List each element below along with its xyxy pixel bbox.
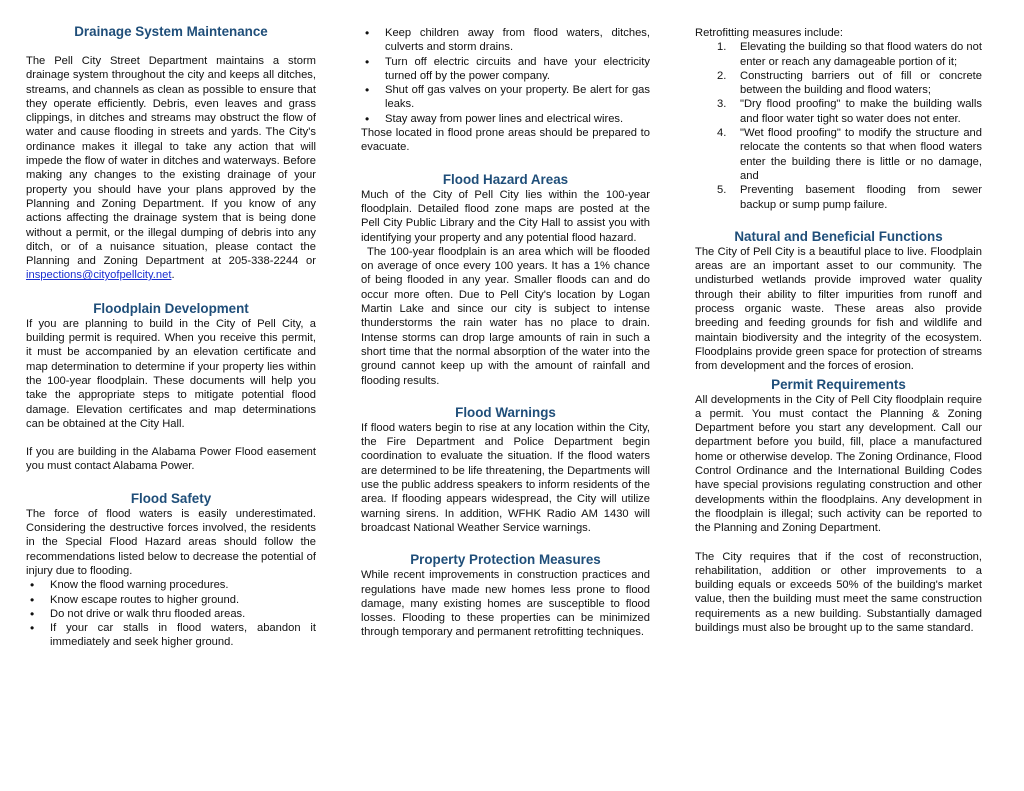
drainage-heading: Drainage System Maintenance: [74, 24, 268, 39]
list-text: "Dry flood proofing" to make the building walls and floor water tight so water does not enter.: [740, 98, 982, 125]
natural-functions-paragraph: The City of Pell City is a beautiful place to live. Floodplain areas are an important asset to our community. The undisturbed wetlands provide improved water quality through their ability to filter impurities from runoff and process organic waste. These areas also provide breeding and feeding grounds for fish and wildlife and maintain biodiversity and the integrity of the ecosystem. Floodplains provide green space for protection of streams from development and the forces of erosion.: [695, 245, 982, 373]
list-item: [695, 69, 982, 98]
drainage-paragraph: [26, 54, 316, 283]
list-item: [695, 183, 982, 212]
property-protection-paragraph: While recent improvements in construction practices and regulations have made new homes less prone to flood damage, many existing homes are susceptible to flood losses. Flooding to these properties can be minimized through temporary and permanent retrofitting techniques.: [361, 569, 650, 639]
list-number: 3.: [717, 98, 727, 111]
drainage-body-end: .: [171, 269, 175, 282]
list-item: • Know escape routes to higher ground.: [26, 593, 316, 607]
list-number: 5.: [717, 184, 727, 197]
list-number: 1.: [717, 41, 727, 54]
flood-safety-list-b: [361, 26, 650, 126]
list-item: [695, 40, 982, 69]
flood-warnings-paragraph: If flood waters begin to rise at any location within the City, the Fire Department and Police Department begin coordination to evaluate the situation. If the flood waters are determined to be life threatening, the Departments will use the public address speakers to inform residents of the area. If flooding appears widespread, the City will utilize warning sirens. In addition, WFHK Radio AM 1430 will broadcast National Weather Service warnings.: [361, 421, 650, 534]
flood-safety-list-a: [26, 578, 316, 649]
floodplain-development-paragraph-2: If you are building in the Alabama Power Flood easement you must contact Alabama Power.: [26, 446, 316, 473]
flood-hazard-heading: Flood Hazard Areas: [442, 171, 569, 187]
list-item: • Keep children away from flood waters, ditches, culverts and storm drains.: [361, 26, 650, 55]
flood-safety-intro: The force of flood waters is easily underestimated. Considering the destructive forces involved, the residents in the Special Flood Hazard areas should follow the recommendations listed below to decrease the potential of injury due to flooding.: [26, 507, 316, 577]
email-link[interactable]: inspections@cityofpellcity.net: [26, 269, 172, 282]
list-item: • If your car stalls in flood waters, abandon it immediately and seek higher ground.: [26, 621, 316, 650]
list-item: • Shut off gas valves on your property. Be alert for gas leaks.: [361, 83, 650, 112]
list-text: Preventing basement flooding from sewer backup or sump pump failure.: [740, 184, 982, 211]
flood-warnings-heading: Flood Warnings: [455, 404, 556, 420]
permit-requirements-paragraph-1: All developments in the City of Pell City floodplain require a permit. You must contact the Planning & Zoning Department before you start any development. Call our department before you build, fill, place a manufactured home or otherwise develop. The Zoning Ordinance, Flood Control Ordinance and the International Building Codes have special provisions regulating construction and other developments within the floodplains. Any development in the floodplain is illegal; such activity can be reported to the Planning and Zoning Department.: [695, 393, 982, 535]
list-number: 4.: [717, 127, 727, 140]
floodplain-development-paragraph-1: If you are planning to build in the City of Pell City, a building permit is required. When you receive this permit, it must be accompanied by an elevation certificate and map determination to determine if your property lies within the 100-year floodplain. These documents will help you take the appropriate steps to mitigate potential flood damage. Elevation certificates and map determinations can be obtained at the City Hall.: [26, 317, 316, 430]
column-right: [695, 26, 982, 635]
list-number: 2.: [717, 69, 727, 82]
list-text: "Wet flood proofing" to modify the structure and relocate the contents so that when flood waters enter the building there is little or no damage, and: [740, 127, 982, 182]
flood-hazard-paragraph-1: Much of the City of Pell City lies within the 100-year floodplain. Detailed flood zone maps are posted at the Pell City Public Library and the City Hall to assist you with identifying your property and any potential flood hazard.: [361, 188, 650, 244]
list-item: [695, 126, 982, 183]
list-item: • Know the flood warning procedures.: [26, 578, 316, 592]
permit-requirements-heading: Permit Requirements: [771, 376, 906, 392]
list-text: Constructing barriers out of fill or concrete between the building and flood waters;: [740, 69, 982, 97]
list-item: • Stay away from power lines and electrical wires.: [361, 112, 650, 126]
column-middle: [361, 26, 650, 640]
flood-safety-heading: Flood Safety: [130, 490, 212, 506]
list-text: Elevating the building so that flood waters do not enter or reach any damageable portion of it;: [740, 41, 982, 68]
permit-requirements-paragraph-2: The City requires that if the cost of reconstruction, rehabilitation, addition or other improvements to a building equals or exceeds 50% of the building's market value, then the building must meet the same construction requirements as a new building. Substantially damaged buildings must also be brought up to the same standard.: [695, 550, 982, 634]
retrofitting-intro: Retrofitting measures include:: [695, 27, 843, 39]
list-item: [695, 97, 982, 126]
flood-safety-closing: Those located in flood prone areas should be prepared to evacuate.: [361, 127, 650, 154]
property-protection-heading: Property Protection Measures: [410, 552, 601, 568]
list-item: • Turn off electric circuits and have your electricity turned off by the power company.: [361, 55, 650, 84]
column-left: [26, 24, 316, 650]
list-item: • Do not drive or walk thru flooded areas.: [26, 607, 316, 621]
flood-hazard-paragraph-2: The 100-year floodplain is an area which will be flooded on average of once every 100 years. It has a 1% chance of being flooded in any year. Smaller floods can and do occur more often. Due to Pell City's location by Logan Martin Lake and since our city is subject to intense thunderstorms the rain water has no place to drain. Intense storms can drop large amounts of rain in such a short time that the normal absorption of the water into the ground cannot keep up with the amount of rainfall and flooding results.: [361, 245, 650, 387]
natural-functions-heading: Natural and Beneficial Functions: [734, 228, 943, 244]
drainage-body: The Pell City Street Department maintains a storm drainage system throughout the city and keeps all ditches, streams, and channels as clean as possible to ensure that they operate efficiently. Debris, even leaves and grass clippings, in ditches and streams may obstruct the flow of water and cause flooding in streets and yards. The City's ordinance makes it illegal to take any action that will impede the flow of water in ditches and waterways. Before making any changes to the existing drainage of your property you should have your plans approved by the Planning and Zoning Department. If you know of any actions affecting the drainage system that is being done without a permit, or the illegal dumping of debris into any ditch, or of a nuisance situation, please contact the Planning and Zoning Department at 205-338-2244 or: [26, 55, 316, 268]
floodplain-development-heading: Floodplain Development: [93, 300, 249, 316]
retrofitting-list: [695, 40, 982, 212]
